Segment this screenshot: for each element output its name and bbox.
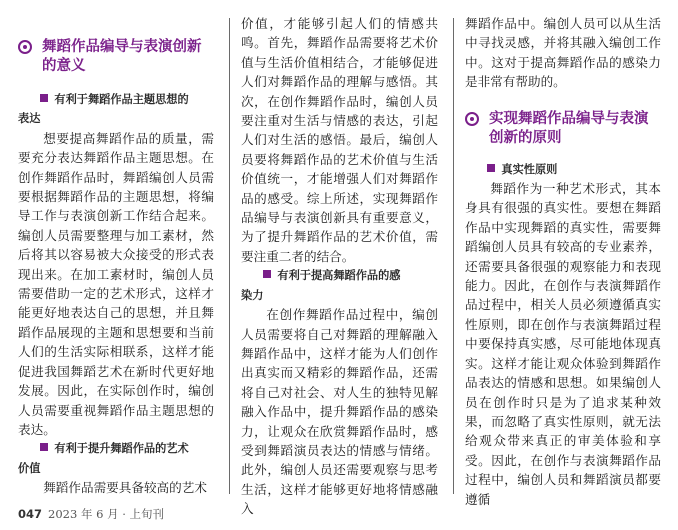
page-footer [18,506,164,522]
subsection4-body: 舞蹈作为一种艺术形式，其本身具有很强的真实性。要想在舞蹈作品中实现舞蹈的真实性，需要舞蹈编创人员具有较高的专业素养，还需要具备很强的观察能力和表现能力。因此，在创作与表演舞蹈作品过程中，相关人员必须遵循真实性原则，即在创作与表演舞蹈过程中要保持真实感，尽可能地体现真实。这样才能让观众体验到舞蹈作品表达的情感和思想。如果编创人员在创作时只是为了追求某种效果，而忽略了真实性原则，就无法给观众带来真正的审美体验和享受。因此，在创作与表演舞蹈作品过程中，编创人员和舞蹈演员都要遵循 [465,181,661,507]
circle-dot-icon [18,40,32,54]
subsection3-heading [241,266,438,285]
column-divider [229,18,230,494]
subsection1-heading-line1: 有利于舞蹈作品主题思想的 [54,93,189,106]
subsection3-body-cont: 舞蹈作品中。编创人员可以从生活中寻找灵感，并将其融入编创工作中。这对于提高舞蹈作品的感染力是非常有帮助的。 [465,16,661,90]
section2-title-line1: 实现舞蹈作品编导与表演 [489,110,649,127]
subsection1-heading [18,90,214,109]
subsection2-heading [18,439,214,458]
subsection1-body: 想要提高舞蹈作品的质量，需要充分表达舞蹈作品主题思想。在创作舞蹈作品时，舞蹈编创人员需要根据舞蹈作品的主题思想，将编导工作与表演创新工作结合起来。编创人员需要整理与加工素材，然后将其以容易被大众接受的形式表现出来。在加工素材时，编创人员需要借助一定的艺术形式，这样才能更好地表达自己的思想，并且舞蹈作品展现的主题和思想要和当前人们的生活实际相联系，这样才能促进我国舞蹈艺术在新时代更好地发展。因此，在实际创作时，编创人员需要重视舞蹈作品主题思想的表达。 [18,130,214,437]
column-1 [18,14,214,498]
section2-title-line2: 创新的原则 [489,129,562,146]
column-2 [241,14,438,519]
subsection3-heading-line1: 有利于提高舞蹈作品的感 [277,269,401,283]
page-number: 047 [18,507,43,521]
column-3 [465,14,661,509]
issue-label: 2023 年 6 月 · 上旬刊 [48,507,165,521]
square-bullet-icon [263,270,271,278]
subsection1-heading-line2: 表达 [18,112,41,126]
subsection2-heading-line1: 有利于提升舞蹈作品的艺术 [54,442,189,456]
subsection3-heading-line2: 染力 [241,288,264,302]
section1-title [18,38,214,76]
subsection2-body-cont: 价值，才能够引起人们的情感共鸣。首先，舞蹈作品需要将艺术价值与生活价值相结合，才能够促进人们对舞蹈作品的理解与感悟。其次，在创作舞蹈作品时，编创人员要注重对生活与情感的表达，引起人们对生活的感悟。最后，编创人员要将舞蹈作品的艺术价值与生活价值统一，才能增强人们对舞蹈作品的感受。综上所述，实现舞蹈作品编导与表演创新具有重要意义，为了提升舞蹈作品的艺术价值，需要注重二者的结合。 [241,16,438,264]
square-bullet-icon [40,94,48,102]
square-bullet-icon [40,443,48,451]
subsection2-heading-line2: 价值 [18,461,41,475]
subsection2-body-start: 舞蹈作品需要具备较高的艺术 [43,480,207,496]
section1-title-line2: 的意义 [42,58,86,74]
section2-title [465,110,661,148]
subsection4-heading [465,160,661,179]
circle-dot-icon [465,112,479,126]
section1-title-line1: 舞蹈作品编导与表演创新 [42,39,202,55]
column-divider [453,18,454,494]
subsection3-body-start: 在创作舞蹈作品过程中，编创人员需要将自己对舞蹈的理解融入舞蹈作品中，这样才能为人们创作出真实而又精彩的舞蹈作品，还需将自己对社会、对人生的独特见解融入作品中，提升舞蹈作品的感染力，让观众在欣赏舞蹈作品时，感受到舞蹈演员表达的情感与情绪。此外，编创人员还需要观察与思考生活，这样才能够更好地将情感融入 [241,307,438,517]
subsection4-heading-text: 真实性原则 [501,162,558,176]
square-bullet-icon [487,164,495,172]
